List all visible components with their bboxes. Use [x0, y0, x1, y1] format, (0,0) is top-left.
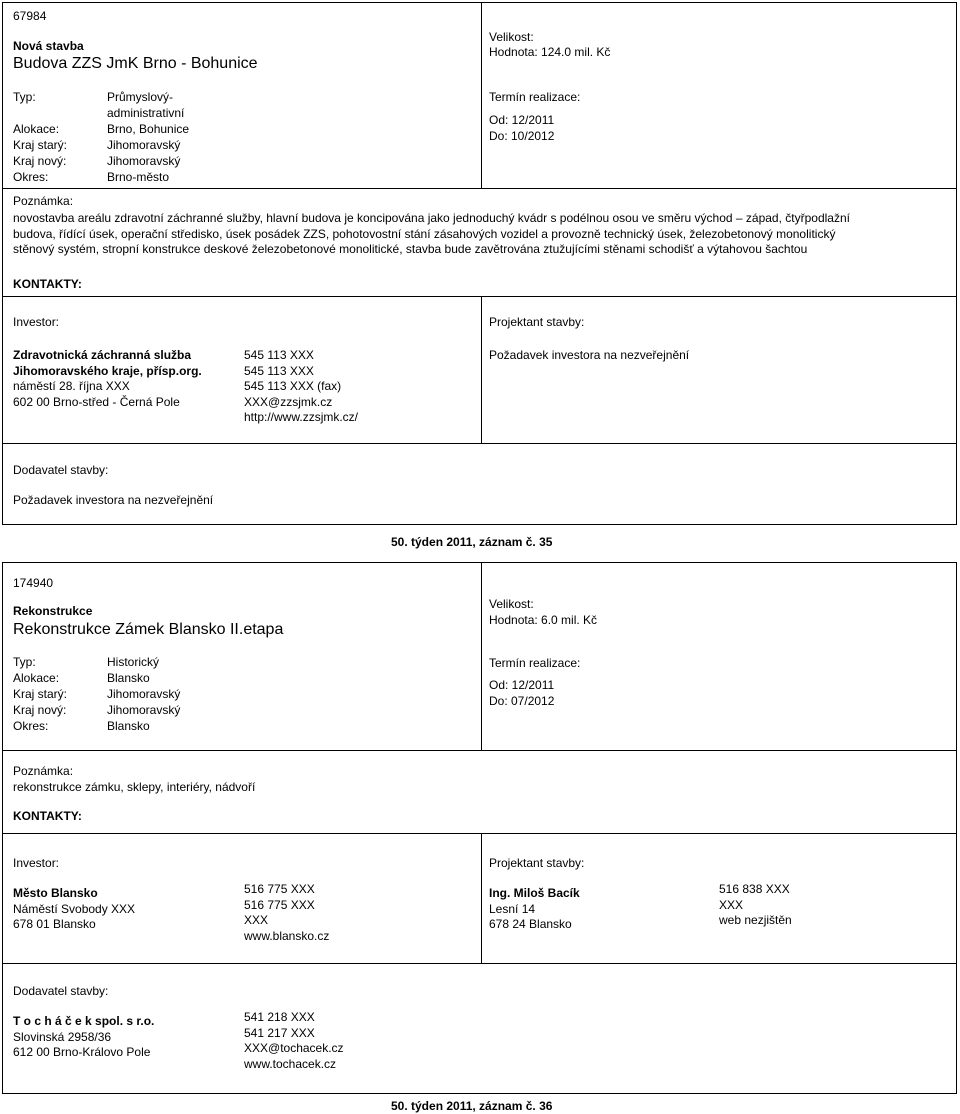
- label-kraj-stary: Kraj starý:: [13, 138, 68, 152]
- record-footer: 50. týden 2011, záznam č. 35: [391, 535, 553, 549]
- investor-phone: 545 113 XXX: [244, 348, 314, 362]
- projektant-info: [489, 348, 689, 364]
- attribute-labels: [13, 89, 67, 185]
- projektant-street: Lesní 14: [489, 901, 536, 916]
- projektant-contacts: [719, 882, 792, 929]
- termin-do: Do: 10/2012: [489, 129, 555, 143]
- value-okres: Brno-město: [107, 170, 170, 184]
- hodnota-value: Hodnota: 6.0 mil. Kč: [489, 613, 598, 627]
- investor-name-cont: Jihomoravského kraje, přísp.org.: [13, 363, 202, 378]
- investor-section: [3, 297, 956, 444]
- divider: [481, 297, 482, 443]
- projektant-web: web nezjištěn: [719, 913, 792, 927]
- velikost-label: Velikost:: [489, 597, 534, 611]
- projektant-label: Projektant stavby:: [489, 856, 585, 870]
- investor-web[interactable]: www.blansko.cz: [244, 928, 330, 943]
- velikost-label: Velikost:: [489, 30, 534, 44]
- value-alokace: Brno, Bohunice: [107, 122, 190, 136]
- divider: [481, 834, 482, 963]
- record-footer: 50. týden 2011, záznam č. 36: [391, 1099, 553, 1113]
- record-id: 67984: [13, 9, 47, 23]
- poznamka-line: budova, řídící úsek, operační středisko, úsek posádek ZZS, pohotovostní stání zásahových vozidel a provozně technický úsek, železobetonový monolitický: [13, 226, 836, 241]
- kontakty-label: KONTAKTY:: [13, 277, 82, 291]
- poznamka-line: stěnový systém, stropní konstrukce deskové železobetonové monolitické, stavba bude zavětrována ztužujícími stěnami schodišť a výtahovou šachtou: [13, 242, 808, 256]
- label-typ: Typ:: [13, 90, 36, 104]
- termin-label: Termín realizace:: [489, 656, 581, 670]
- projektant-name: Ing. Miloš Bacík: [489, 886, 580, 900]
- value-typ-cont: administrativní: [107, 106, 185, 120]
- poznamka-line: novostavba areálu zdravotní záchranné služby, hlavní budova je koncipována jako jednoduchý kvádr s podélnou osou ve směru východ – západ, čtyřpodlažní: [13, 211, 850, 225]
- value-alokace: Blansko: [107, 671, 150, 685]
- investor-address: [13, 886, 135, 933]
- termin-do: Do: 07/2012: [489, 694, 555, 708]
- dodavatel-label: Dodavatel stavby:: [13, 463, 109, 477]
- record-id: 174940: [13, 576, 54, 590]
- projektant-address: [489, 886, 580, 933]
- record-header: [3, 563, 956, 751]
- value-kraj-novy: Jihomoravský: [107, 703, 181, 717]
- investor-street: náměstí 28. října XXX: [13, 379, 130, 393]
- dodavatel-section: [3, 964, 956, 1093]
- investor-label: Investor:: [13, 315, 60, 329]
- dodavatel-section: [3, 444, 956, 524]
- value-kraj-stary: Jihomoravský: [107, 687, 181, 701]
- investor-phone: 516 775 XXX: [244, 882, 315, 896]
- investor-contacts: [244, 882, 329, 944]
- dodavatel-text: Požadavek investora na nezveřejnění: [13, 493, 214, 507]
- label-kraj-novy: Kraj nový:: [13, 154, 67, 168]
- investor-label: Investor:: [13, 856, 60, 870]
- poznamka-text: [13, 211, 948, 258]
- value-kraj-stary: Jihomoravský: [107, 138, 181, 152]
- investor-name: Město Blansko: [13, 886, 98, 900]
- record-174940: [2, 562, 957, 1094]
- divider: [481, 3, 482, 188]
- label-typ: Typ:: [13, 655, 36, 669]
- investor-contact: XXX: [244, 913, 269, 927]
- investor-address: [13, 348, 202, 410]
- projektant-label: Projektant stavby:: [489, 315, 585, 329]
- record-category: Rekonstrukce: [13, 604, 93, 618]
- investor-web[interactable]: http://www.zzsjmk.cz/: [244, 410, 359, 424]
- note-section: [3, 751, 956, 834]
- termin-label: Termín realizace:: [489, 90, 581, 104]
- investor-phone: 545 113 XXX: [244, 363, 314, 378]
- label-kraj-stary: Kraj starý:: [13, 687, 68, 701]
- dodavatel-street: Slovinská 2958/36: [13, 1029, 112, 1044]
- dodavatel-label: Dodavatel stavby:: [13, 984, 109, 998]
- poznamka-label: Poznámka:: [13, 764, 74, 778]
- termin-od: Od: 12/2011: [489, 113, 555, 127]
- hodnota-value: Hodnota: 124.0 mil. Kč: [489, 45, 611, 59]
- label-alokace: Alokace:: [13, 671, 60, 685]
- label-kraj-novy: Kraj nový:: [13, 703, 67, 717]
- dodavatel-web[interactable]: www.tochacek.cz: [244, 1056, 337, 1071]
- record-title: Budova ZZS JmK Brno - Bohunice: [13, 55, 258, 72]
- label-alokace: Alokace:: [13, 122, 60, 136]
- record-header: [3, 3, 956, 189]
- record-category: Nová stavba: [13, 39, 84, 53]
- kontakty-label: KONTAKTY:: [13, 809, 82, 823]
- value-typ: Historický: [107, 655, 160, 669]
- investor-city: 602 00 Brno-střed - Černá Pole: [13, 394, 180, 409]
- record-67984: [2, 2, 957, 525]
- dodavatel-phone: 541 218 XXX: [244, 1010, 315, 1024]
- value-typ: Průmyslový-: [107, 90, 174, 104]
- poznamka-text: rekonstrukce zámku, sklepy, interiéry, nádvoří: [13, 780, 256, 794]
- investor-name: Zdravotnická záchranná služba: [13, 348, 192, 362]
- value-kraj-novy: Jihomoravský: [107, 154, 181, 168]
- investor-email[interactable]: XXX@zzsjmk.cz: [244, 394, 333, 409]
- value-okres: Blansko: [107, 719, 150, 733]
- dodavatel-phone: 541 217 XXX: [244, 1025, 315, 1040]
- dodavatel-contacts: [244, 1010, 344, 1072]
- termin-od: Od: 12/2011: [489, 678, 555, 692]
- investor-contacts: [244, 348, 358, 426]
- investor-city: 678 01 Blansko: [13, 917, 96, 931]
- divider: [481, 563, 482, 750]
- record-title: Rekonstrukce Zámek Blansko II.etapa: [13, 621, 284, 638]
- attribute-values: [107, 654, 180, 734]
- dodavatel-city: 612 00 Brno-Královo Pole: [13, 1045, 151, 1059]
- investor-section: [3, 834, 956, 964]
- dodavatel-email[interactable]: XXX@tochacek.cz: [244, 1041, 344, 1055]
- note-section: [3, 189, 956, 297]
- projektant-text: Požadavek investora na nezveřejnění: [489, 348, 690, 362]
- attribute-values: [107, 89, 189, 185]
- investor-street: Náměstí Svobody XXX: [13, 901, 136, 916]
- investor-fax: 545 113 XXX (fax): [244, 379, 342, 393]
- investor-phone: 516 775 XXX: [244, 897, 315, 912]
- projektant-phone: 516 838 XXX: [719, 882, 790, 896]
- dodavatel-address: [13, 1014, 154, 1061]
- poznamka-label: Poznámka:: [13, 194, 74, 208]
- attribute-labels: [13, 654, 67, 734]
- label-okres: Okres:: [13, 719, 49, 733]
- projektant-contact: XXX: [719, 897, 744, 912]
- projektant-city: 678 24 Blansko: [489, 917, 572, 931]
- label-okres: Okres:: [13, 170, 49, 184]
- dodavatel-name: T o c h á č e k spol. s r.o.: [13, 1014, 155, 1028]
